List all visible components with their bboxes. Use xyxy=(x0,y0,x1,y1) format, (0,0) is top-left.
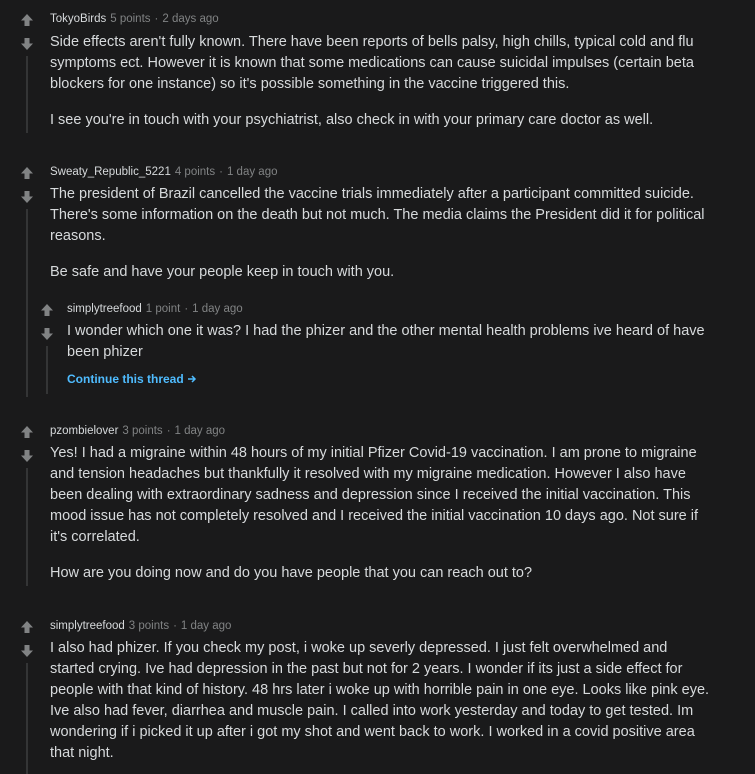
vote-column xyxy=(38,302,56,342)
downvote-button[interactable] xyxy=(19,36,35,52)
upvote-button[interactable] xyxy=(19,165,35,181)
timestamp[interactable]: 2 days ago xyxy=(162,13,219,25)
points: 4 points xyxy=(174,166,216,178)
continue-thread-link[interactable] xyxy=(67,372,197,386)
separator: · xyxy=(173,620,177,632)
comment-paragraph: Yes! I had a migraine within 48 hours of my initial Pfizer Covid-19 vaccination. I am prone to migraine and tension headaches but thankfully it resolved with my migraine medication. However I also have been dealing with extraordinary sadness and depression since I received the initial vaccination. This mood issue has not completely resolved and I received the initial vaccination 10 days ago. Not sure if it's correlated. xyxy=(50,445,699,545)
separator: · xyxy=(166,425,171,437)
vote-column xyxy=(18,165,36,205)
comment-paragraph: I wonder which one it was? I had the phizer and the other mental health problems ive heard of have been phizer xyxy=(67,323,705,360)
comment-paragraph: I see you're in touch with your psychiatrist, also check in with your primary care doctor as well. xyxy=(50,112,654,128)
upvote-arrow-icon xyxy=(20,425,34,439)
arrow-right-icon xyxy=(187,374,197,384)
downvote-button[interactable] xyxy=(19,643,35,659)
upvote-button[interactable] xyxy=(19,12,35,28)
comment-paragraph: The president of Brazil cancelled the vaccine trials immediately after a participant committed suicide. There's some information on the death but not much. The media claims the President did it for political reasons. xyxy=(50,186,705,244)
downvote-button[interactable] xyxy=(19,189,35,205)
points: 3 points xyxy=(128,620,170,632)
separator: · xyxy=(219,166,223,178)
comment-body xyxy=(50,443,710,599)
timestamp[interactable]: 1 day ago xyxy=(226,166,278,178)
upvote-button[interactable] xyxy=(19,619,35,635)
comment-meta xyxy=(50,620,231,632)
points: 3 points xyxy=(122,425,163,437)
author-link[interactable]: pzombielover xyxy=(50,425,119,437)
separator: · xyxy=(184,303,189,315)
thread-line[interactable] xyxy=(26,663,28,774)
vote-column xyxy=(18,424,36,464)
author-link[interactable]: TokyoBirds xyxy=(50,13,107,25)
comment-paragraph: I also had phizer. If you check my post, i woke up severly depressed. I just felt overwhelmed and started crying. Ive had depression in the past but not for 2 years. I wonder if its just a side effect for people with that kind of history. 48 hrs later i woke up with horrible pain in one eye. Looks like pink eye. Ive also had fever, diarrhea and muscle pain. I called into work yesterday and today to get tested. Im wondering if i picked it up after i got my shot and went back to work. I worked in a covid positive area that night. xyxy=(50,640,710,761)
timestamp[interactable]: 1 day ago xyxy=(180,620,232,632)
comment-paragraph: How are you doing now and do you have people that you can reach out to? xyxy=(50,565,533,581)
author-link[interactable]: simplytreefood xyxy=(50,620,125,632)
author-link[interactable]: simplytreefood xyxy=(67,303,142,315)
comment-body xyxy=(67,321,707,378)
comment-meta xyxy=(67,303,243,315)
comment-meta xyxy=(50,13,219,25)
downvote-button[interactable] xyxy=(39,326,55,342)
thread-line[interactable] xyxy=(26,56,28,133)
upvote-arrow-icon xyxy=(20,166,34,180)
continue-thread-label: Continue this thread xyxy=(67,372,184,386)
timestamp[interactable]: 1 day ago xyxy=(174,425,226,437)
upvote-arrow-icon xyxy=(40,303,54,317)
upvote-arrow-icon xyxy=(20,13,34,27)
upvote-button[interactable] xyxy=(19,424,35,440)
vote-column xyxy=(18,12,36,52)
vote-column xyxy=(18,619,36,659)
comment-body xyxy=(50,638,710,774)
thread-line[interactable] xyxy=(26,468,28,586)
timestamp[interactable]: 1 day ago xyxy=(192,303,243,315)
downvote-arrow-icon xyxy=(20,449,34,463)
comment-paragraph: Side effects aren't fully known. There have been reports of bells palsy, high chills, typical cold and flu symptoms ect. However it is known that some medications can cause suicidal impulses (certain beta blockers for one instance) so it's possible something in the vaccine triggered this. xyxy=(50,34,694,92)
points: 1 point xyxy=(145,303,181,315)
comment-paragraph: Be safe and have your people keep in touch with you. xyxy=(50,264,395,280)
comment-body xyxy=(50,32,710,146)
upvote-button[interactable] xyxy=(39,302,55,318)
downvote-arrow-icon xyxy=(20,37,34,51)
thread-line[interactable] xyxy=(26,209,28,397)
downvote-arrow-icon xyxy=(40,327,54,341)
downvote-button[interactable] xyxy=(19,448,35,464)
separator: · xyxy=(154,13,159,25)
downvote-arrow-icon xyxy=(20,190,34,204)
author-link[interactable]: Sweaty_Republic_5221 xyxy=(50,166,171,178)
comment-meta xyxy=(50,425,225,437)
comment-body xyxy=(50,184,710,298)
upvote-arrow-icon xyxy=(20,620,34,634)
downvote-arrow-icon xyxy=(20,644,34,658)
points: 5 points xyxy=(110,13,151,25)
comment-meta xyxy=(50,166,277,178)
thread-line[interactable] xyxy=(46,346,48,394)
